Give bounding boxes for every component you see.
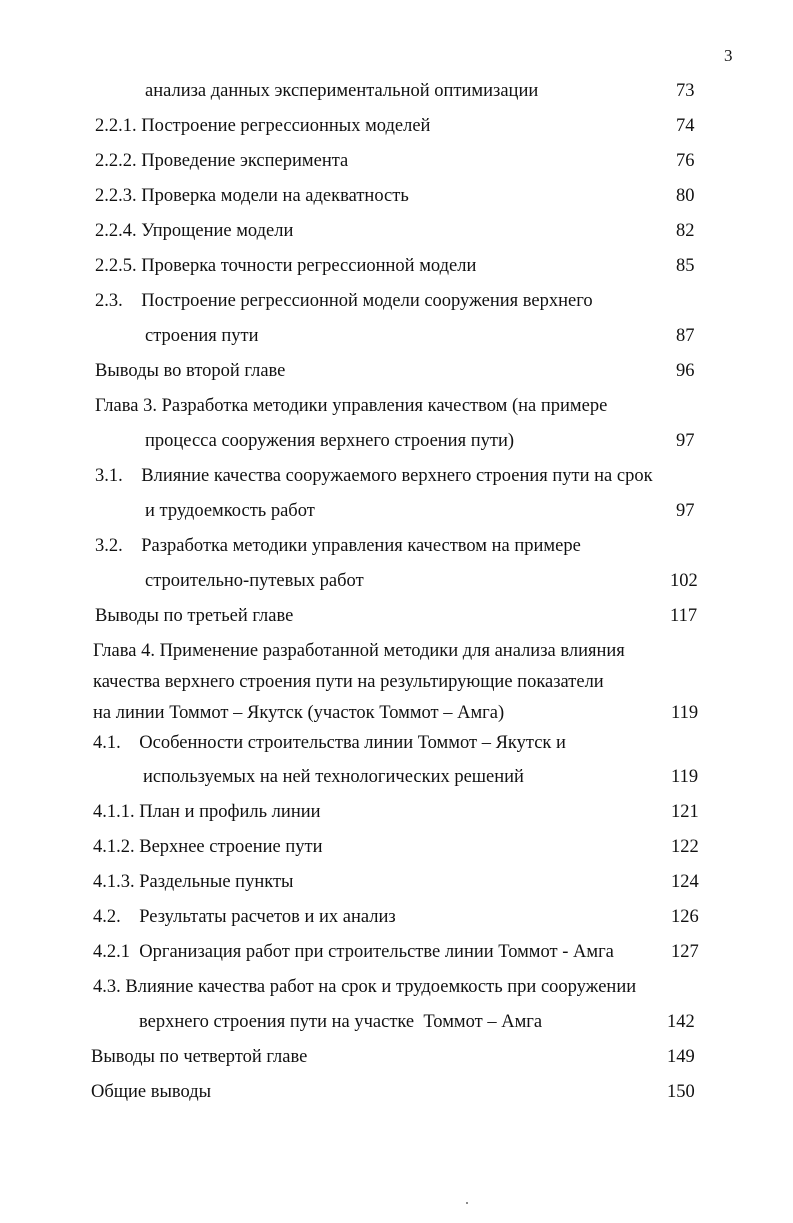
toc-entry-text: 4.1.1. План и профиль линии — [93, 802, 321, 822]
toc-entry-text: Глава 3. Разработка методики управления качеством (на примере — [95, 396, 608, 416]
toc-entry-text: 2.2.1. Построение регрессионных моделей — [95, 116, 431, 136]
toc-entry-page: 119 — [671, 767, 699, 787]
toc-entry-page: 97 — [676, 431, 695, 451]
toc-entry-text: процесса сооружения верхнего строения пути) — [145, 431, 515, 451]
toc-entry-page: 121 — [671, 802, 699, 822]
toc-entry-text: 2.2.5. Проверка точности регрессионной модели — [95, 256, 477, 276]
toc-entry-page: 126 — [671, 907, 699, 927]
toc-entry-text: верхнего строения пути на участке Томмот – Амга — [139, 1012, 543, 1032]
toc-entry-page: 127 — [671, 942, 699, 962]
toc-entry-page: 102 — [670, 571, 698, 591]
toc-entry-text: на линии Томмот – Якутск (участок Томмот – Амга) — [93, 703, 505, 723]
toc-entry-text: Выводы по третьей главе — [95, 606, 294, 626]
toc-entry-page: 150 — [667, 1082, 695, 1102]
toc-entry-text: Выводы во второй главе — [95, 361, 286, 381]
toc-entry-text: 4.1.3. Раздельные пункты — [93, 872, 294, 892]
toc-entry-page: 80 — [676, 186, 695, 206]
toc-entry-page: 149 — [667, 1047, 695, 1067]
toc-entry-text: качества верхнего строения пути на результирующие показатели — [93, 672, 604, 692]
toc-entry-page: 73 — [676, 81, 695, 101]
toc-entry-text: Общие выводы — [91, 1082, 212, 1102]
toc-entry-page: 76 — [676, 151, 695, 171]
toc-entry-text: 2.2.3. Проверка модели на адекватность — [95, 186, 409, 206]
toc-entry-text: Выводы по четвертой главе — [91, 1047, 308, 1067]
toc-entry-text: строительно-путевых работ — [145, 571, 364, 591]
toc-entry-page: 122 — [671, 837, 699, 857]
toc-entry-text: 4.1. Особенности строительства линии Томмот – Якутск и — [93, 733, 566, 753]
toc-entry-text: 4.2.1 Организация работ при строительстве линии Томмот - Амга — [93, 942, 614, 962]
scan-speck — [466, 1202, 468, 1204]
toc-entry-page: 87 — [676, 326, 695, 346]
toc-entry-page: 117 — [670, 606, 698, 626]
toc-entry-page: 142 — [667, 1012, 695, 1032]
toc-entry-text: 4.2. Результаты расчетов и их анализ — [93, 907, 396, 927]
toc-entry-text: и трудоемкость работ — [145, 501, 315, 521]
toc-entry-page: 74 — [676, 116, 695, 136]
page-number: 3 — [724, 46, 733, 65]
toc-entry-text: 3.1. Влияние качества сооружаемого верхнего строения пути на срок — [95, 466, 653, 486]
toc-entry-text: строения пути — [145, 326, 259, 346]
toc-entry-page: 119 — [671, 703, 699, 723]
toc-entry-text: 2.2.2. Проведение эксперимента — [95, 151, 349, 171]
toc-entry-text: анализа данных экспериментальной оптимизации — [145, 81, 539, 101]
toc-entry-text: 4.3. Влияние качества работ на срок и трудоемкость при сооружении — [93, 977, 637, 997]
toc-entry-page: 97 — [676, 501, 695, 521]
toc-entry-text: 2.2.4. Упрощение модели — [95, 221, 294, 241]
toc-entry-text: 2.3. Построение регрессионной модели сооружения верхнего — [95, 291, 593, 311]
toc-entry-page: 85 — [676, 256, 695, 276]
toc-entry-page: 82 — [676, 221, 695, 241]
toc-entry-text: Глава 4. Применение разработанной методики для анализа влияния — [93, 641, 625, 661]
toc-entry-text: 3.2. Разработка методики управления качеством на примере — [95, 536, 581, 556]
toc-entry-text: используемых на ней технологических решений — [143, 767, 524, 787]
toc-entry-text: 4.1.2. Верхнее строение пути — [93, 837, 323, 857]
toc-entry-page: 124 — [671, 872, 699, 892]
toc-entry-page: 96 — [676, 361, 695, 381]
